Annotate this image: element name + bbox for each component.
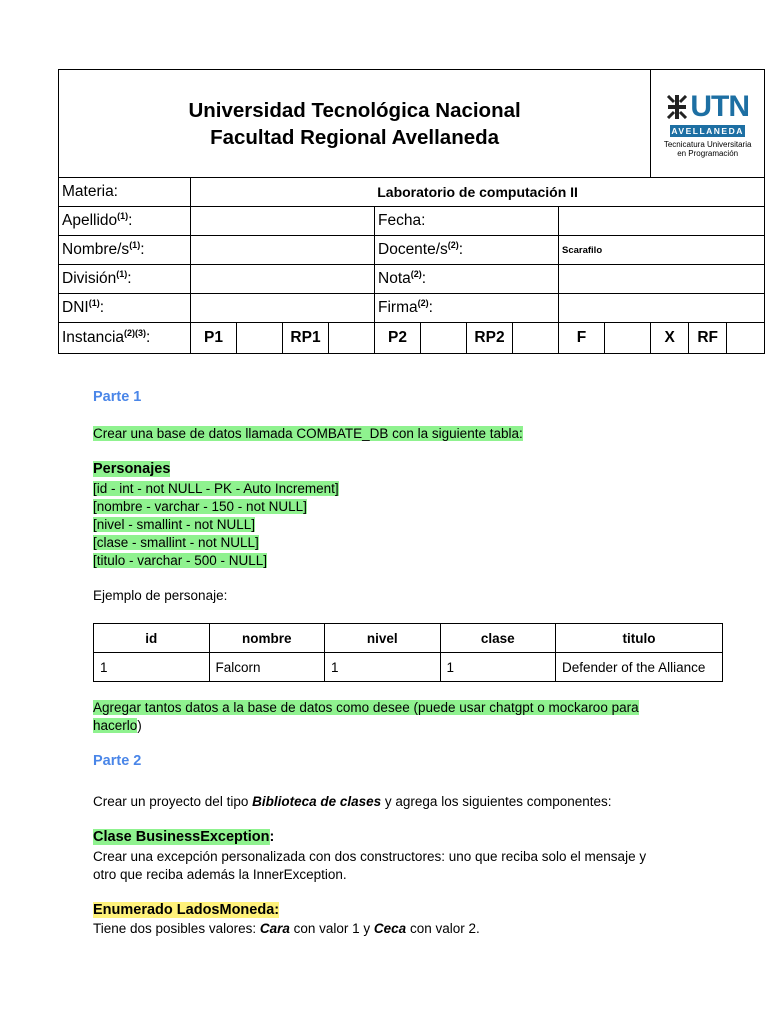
field-item: [id - int - not NULL - PK - Auto Increment] (93, 481, 339, 496)
col-id: id (94, 624, 210, 653)
faculty-name: Facultad Regional Avellaneda (210, 125, 500, 149)
field-item: [nombre - varchar - 150 - not NULL] (93, 499, 307, 514)
agregar-line1: Agregar tantos datos a la base de datos como desee (puede usar chatgpt o mockaroo para (93, 700, 639, 715)
header-table (58, 69, 765, 354)
col-titulo: titulo (556, 624, 723, 653)
utn-line2: en Programación (677, 148, 739, 158)
instancia-p1: P1 (191, 323, 237, 354)
dni-label: DNI$^{(1)}$: (59, 294, 191, 323)
materia-value: Laboratorio de computación II (191, 178, 765, 207)
field-item: [clase - smallint - not NULL] (93, 535, 259, 550)
col-clase: clase (440, 624, 556, 653)
nota-field[interactable] (559, 265, 765, 294)
example-label: Ejemplo de personaje: (93, 588, 228, 603)
enum-heading: Enumerado LadosMoneda: (93, 902, 280, 918)
instancia-p1-box[interactable] (237, 323, 283, 354)
parte1-intro: Crear una base de datos llamada COMBATE_DB con la siguiente tabla: (93, 426, 523, 441)
instancia-rp2: RP2 (467, 323, 513, 354)
table-row (94, 653, 723, 682)
division-label: División$^{(1)}$: (59, 265, 191, 294)
instancia-label: Instancia$^{(2)(3)}$: (59, 323, 191, 354)
fecha-field[interactable] (559, 207, 765, 236)
nombre-label: Nombre/$s^{(1)}$: (59, 236, 191, 265)
field-item: [nivel - smallint - not NULL] (93, 517, 256, 532)
instancia-f-box[interactable] (605, 323, 651, 354)
instancia-rf-box[interactable] (727, 323, 765, 354)
table-header-row (94, 624, 723, 653)
apellido-field[interactable] (191, 207, 375, 236)
enum-description: Tiene dos posibles valores: Cara con valor 1 y Ceca con valor 2. (93, 921, 480, 936)
col-nivel: nivel (325, 624, 441, 653)
utn-emblem-icon (666, 95, 688, 119)
parte1-heading: Parte 1 (93, 389, 142, 405)
firma-field[interactable] (559, 294, 765, 323)
dni-field[interactable] (191, 294, 375, 323)
parte2-heading: Parte 2 (93, 753, 142, 769)
instancia-x: X (651, 323, 689, 354)
table-name-personajes: Personajes (93, 461, 171, 477)
instancia-rp1-box[interactable] (329, 323, 375, 354)
utn-logo (651, 70, 765, 178)
apellido-label: Apellido$^{(1)}$: (59, 207, 191, 236)
instancia-p2: P2 (375, 323, 421, 354)
firma-label: Firma$^{(2)}$: (375, 294, 559, 323)
cell-id: 1 (94, 653, 210, 682)
instancia-rf: RF (689, 323, 727, 354)
materia-label: Materia: (59, 178, 191, 207)
instancia-rp2-box[interactable] (513, 323, 559, 354)
nota-label: Nota$^{(2)}$: (375, 265, 559, 294)
agregar-paragraph: Agregar tantos datos a la base de datos como desee (puede usar chatgpt o mockaroo para hacerlo) (93, 700, 639, 733)
clase-heading: Clase BusinessException: (93, 829, 275, 845)
university-name: Universidad Tecnológica Nacional (188, 98, 521, 122)
field-item: [titulo - varchar - 500 - NULL] (93, 553, 268, 568)
utn-brand: UTN (690, 89, 749, 123)
utn-sub: AVELLANEDA (671, 125, 744, 136)
crear-proyecto-text: Crear un proyecto del tipo Biblioteca de clases y agrega los siguientes componentes: (93, 794, 612, 809)
institution-title (59, 70, 651, 178)
example-table (93, 623, 723, 682)
cell-titulo: Defender of the Alliance (556, 653, 723, 682)
docente-value: Scarafilo (559, 236, 765, 265)
clase-description: Crear una excepción personalizada con dos constructores: uno que reciba solo el mensaje y otro que reciba además la InnerException. (93, 849, 647, 882)
cell-nombre: Falcorn (209, 653, 325, 682)
fecha-label: Fecha: (375, 207, 559, 236)
docente-label: Docente/$s^{(2)}$: (375, 236, 559, 265)
nombre-field[interactable] (191, 236, 375, 265)
instancia-rp1: RP1 (283, 323, 329, 354)
instancia-p2-box[interactable] (421, 323, 467, 354)
cell-clase: 1 (440, 653, 556, 682)
instancia-f: F (559, 323, 605, 354)
cell-nivel: 1 (325, 653, 441, 682)
division-field[interactable] (191, 265, 375, 294)
fields-list (93, 480, 339, 570)
agregar-line2: hacerlo (93, 718, 138, 733)
utn-line1: Tecnicatura Universitaria (663, 139, 752, 149)
col-nombre: nombre (209, 624, 325, 653)
